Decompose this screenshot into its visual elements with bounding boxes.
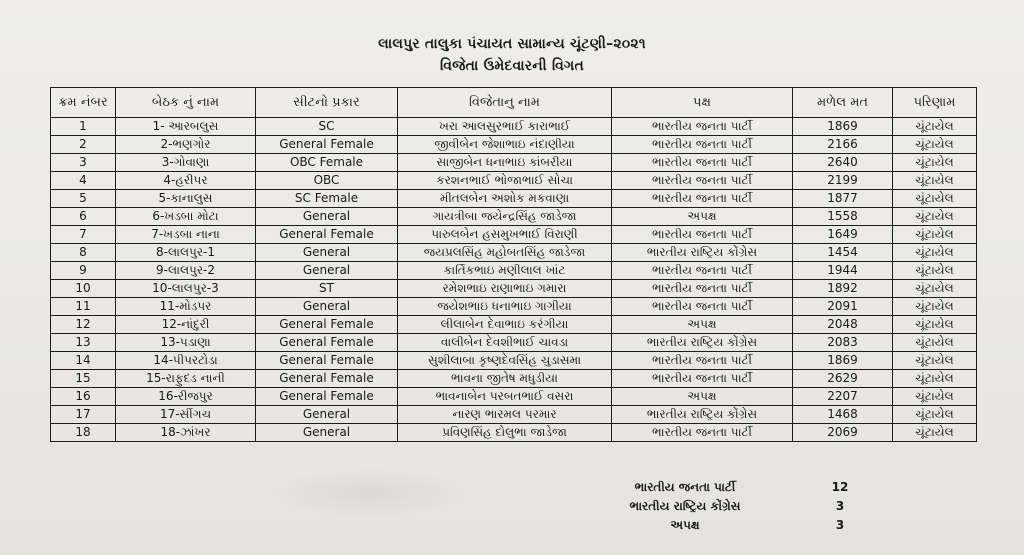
table-row	[51, 136, 977, 154]
cell-party: ભારતીય જનતા પાર્ટી	[612, 226, 793, 244]
cell-result: ચૂંટાયેલ	[893, 190, 977, 208]
cell-party: ભારતીય જનતા પાર્ટી	[612, 172, 793, 190]
results-table	[50, 87, 977, 442]
cell-winner-name: રમેશભાઇ રાણાભાઇ ગમારા	[398, 280, 612, 298]
cell-serial: 18	[51, 424, 116, 442]
page-subtitle: વિજેતા ઉમેદવારની વિગત	[440, 58, 584, 74]
cell-seat-name: 2-ભણગોર	[116, 136, 256, 154]
cell-result: ચૂંટાયેલ	[893, 208, 977, 226]
cell-votes: 1454	[793, 244, 893, 262]
cell-seat-type: SC Female	[256, 190, 398, 208]
cell-serial: 1	[51, 118, 116, 136]
cell-votes: 2207	[793, 388, 893, 406]
cell-winner-name: ભાવનાબેન પરબતભાઈ વસરા	[398, 388, 612, 406]
cell-result: ચૂંટાયેલ	[893, 424, 977, 442]
cell-seat-name: 10-લાલપુર-3	[116, 280, 256, 298]
party-summary	[560, 478, 880, 535]
cell-serial: 15	[51, 370, 116, 388]
page-title: લાલપુર તાલુકા પંચાયત સામાન્ય ચૂંટણી–૨૦૨૧	[378, 36, 646, 52]
cell-result: ચૂંટાયેલ	[893, 118, 977, 136]
cell-votes: 1468	[793, 406, 893, 424]
cell-result: ચૂંટાયેલ	[893, 136, 977, 154]
cell-seat-type: General	[256, 208, 398, 226]
table-row	[51, 190, 977, 208]
summary-row-independent	[560, 516, 880, 535]
cell-result: ચૂંટાયેલ	[893, 406, 977, 424]
cell-seat-type: General Female	[256, 334, 398, 352]
table-header-row	[51, 88, 977, 118]
cell-serial: 12	[51, 316, 116, 334]
cell-seat-type: General Female	[256, 352, 398, 370]
cell-votes: 2048	[793, 316, 893, 334]
table-row	[51, 172, 977, 190]
cell-winner-name: કાર્તિકભાઇ મણીલાલ ખાંટ	[398, 262, 612, 280]
cell-result: ચૂંટાયેલ	[893, 316, 977, 334]
column-header-serial: ક્રમ નંબર	[51, 88, 116, 118]
cell-serial: 9	[51, 262, 116, 280]
cell-result: ચૂંટાયેલ	[893, 298, 977, 316]
cell-winner-name: સુશીલાબા કૃષ્ણદેવસિંહ ચુડાસમા	[398, 352, 612, 370]
cell-party: ભારતીય જનતા પાર્ટી	[612, 424, 793, 442]
cell-winner-name: જયપ્રલસિંહ મહોબતસિંહ જાડેજા	[398, 244, 612, 262]
cell-party: ભારતીય જનતા પાર્ટી	[612, 262, 793, 280]
cell-seat-name: 14-પીપરટોડા	[116, 352, 256, 370]
table-row	[51, 352, 977, 370]
summary-party: અપક્ષ	[670, 518, 700, 532]
table-row	[51, 334, 977, 352]
cell-seat-type: ST	[256, 280, 398, 298]
cell-party: ભારતીય જનતા પાર્ટી	[612, 154, 793, 172]
summary-row-bjp	[560, 478, 880, 497]
cell-party: ભારતીય રાષ્ટ્રિય કોંગ્રેસ	[612, 406, 793, 424]
summary-party: ભારતીય રાષ્ટ્રિય કોંગ્રેસ	[629, 499, 741, 513]
cell-serial: 2	[51, 136, 116, 154]
cell-winner-name: ખરા આલસુરભાઈ કારાભાઈ	[398, 118, 612, 136]
cell-winner-name: વાલીબેન દેવશીભાઈ ચાવડા	[398, 334, 612, 352]
cell-seat-type: General	[256, 244, 398, 262]
cell-seat-type: OBC Female	[256, 154, 398, 172]
cell-serial: 6	[51, 208, 116, 226]
cell-result: ચૂંટાયેલ	[893, 370, 977, 388]
cell-seat-type: SC	[256, 118, 398, 136]
cell-serial: 16	[51, 388, 116, 406]
cell-serial: 8	[51, 244, 116, 262]
table-row	[51, 370, 977, 388]
cell-votes: 1869	[793, 118, 893, 136]
cell-seat-name: 15-રાફુદડ નાની	[116, 370, 256, 388]
cell-winner-name: કરશનભાઈ ભોજાભાઈ સોચા	[398, 172, 612, 190]
cell-party: ભારતીય રાષ્ટ્રિય કોંગ્રેસ	[612, 334, 793, 352]
cell-seat-name: 3-ગોવાણા	[116, 154, 256, 172]
cell-seat-type: General Female	[256, 136, 398, 154]
cell-seat-type: General	[256, 424, 398, 442]
cell-votes: 2199	[793, 172, 893, 190]
cell-seat-name: 11-મોડપર	[116, 298, 256, 316]
cell-seat-name: 18-ઝાંખર	[116, 424, 256, 442]
cell-seat-name: 17-સીંગચ	[116, 406, 256, 424]
cell-votes: 1558	[793, 208, 893, 226]
cell-votes: 2166	[793, 136, 893, 154]
cell-result: ચૂંટાયેલ	[893, 154, 977, 172]
cell-votes: 1944	[793, 262, 893, 280]
cell-winner-name: ભાવના જીતેષ મધુડીયા	[398, 370, 612, 388]
cell-seat-name: 4-હરીપર	[116, 172, 256, 190]
cell-seat-type: General	[256, 298, 398, 316]
cell-votes: 2091	[793, 298, 893, 316]
summary-count: 3	[835, 499, 845, 513]
cell-result: ચૂંટાયેલ	[893, 334, 977, 352]
table-row	[51, 316, 977, 334]
cell-winner-name: લીલાબેન દેવાભાઇ કરંગીયા	[398, 316, 612, 334]
cell-serial: 17	[51, 406, 116, 424]
cell-seat-name: 7-ખડબા નાના	[116, 226, 256, 244]
cell-votes: 1892	[793, 280, 893, 298]
cell-seat-type: General	[256, 406, 398, 424]
cell-serial: 10	[51, 280, 116, 298]
cell-votes: 1649	[793, 226, 893, 244]
cell-seat-type: General Female	[256, 226, 398, 244]
cell-seat-name: 6-ખડબા મોટા	[116, 208, 256, 226]
cell-winner-name: જયેશભાઇ ધનાભાઇ ગાગીયા	[398, 298, 612, 316]
cell-winner-name: નારણ ભારમલ પરમાર	[398, 406, 612, 424]
cell-party: ભારતીય જનતા પાર્ટી	[612, 352, 793, 370]
cell-winner-name: પારુલબેન હસમુખભાઈ વિરાણી	[398, 226, 612, 244]
cell-serial: 3	[51, 154, 116, 172]
scan-smudge	[270, 468, 470, 518]
cell-result: ચૂંટાયેલ	[893, 172, 977, 190]
cell-winner-name: સાજીબેન ધનાભાઇ કાંબરીયા	[398, 154, 612, 172]
cell-serial: 13	[51, 334, 116, 352]
cell-seat-type: OBC	[256, 172, 398, 190]
cell-serial: 5	[51, 190, 116, 208]
table-row	[51, 280, 977, 298]
cell-seat-name: 1- આરબલુસ	[116, 118, 256, 136]
cell-serial: 7	[51, 226, 116, 244]
cell-votes: 1869	[793, 352, 893, 370]
cell-winner-name: પ્રવિણસિંહ દોલુભા જાડેજા	[398, 424, 612, 442]
column-header-party: પક્ષ	[612, 88, 793, 118]
cell-seat-type: General Female	[256, 316, 398, 334]
cell-result: ચૂંટાયેલ	[893, 262, 977, 280]
column-header-winner: વિજેતાનુ નામ	[398, 88, 612, 118]
cell-seat-name: 8-લાલપુર-1	[116, 244, 256, 262]
cell-votes: 2083	[793, 334, 893, 352]
column-header-votes: મળેલ મત	[793, 88, 893, 118]
cell-seat-type: General Female	[256, 370, 398, 388]
cell-seat-name: 12-નાંદુરી	[116, 316, 256, 334]
table-row	[51, 262, 977, 280]
summary-row-inc	[560, 497, 880, 516]
cell-seat-type: General	[256, 262, 398, 280]
cell-party: ભારતીય જનતા પાર્ટી	[612, 136, 793, 154]
column-header-result: પરિણામ	[893, 88, 977, 118]
table-row	[51, 424, 977, 442]
cell-party: ભારતીય જનતા પાર્ટી	[612, 280, 793, 298]
cell-party: ભારતીય જનતા પાર્ટી	[612, 298, 793, 316]
cell-party: ભારતીય રાષ્ટ્રિય કોંગ્રેસ	[612, 244, 793, 262]
cell-result: ચૂંટાયેલ	[893, 388, 977, 406]
table-row	[51, 388, 977, 406]
column-header-seat: બેઠક નું નામ	[116, 88, 256, 118]
cell-serial: 14	[51, 352, 116, 370]
cell-votes: 2629	[793, 370, 893, 388]
table-row	[51, 226, 977, 244]
cell-party: અપક્ષ	[612, 388, 793, 406]
table-row	[51, 154, 977, 172]
table-row	[51, 118, 977, 136]
table-row	[51, 208, 977, 226]
cell-votes: 2069	[793, 424, 893, 442]
cell-result: ચૂંટાયેલ	[893, 352, 977, 370]
cell-seat-name: 13-પડાણા	[116, 334, 256, 352]
cell-result: ચૂંટાયેલ	[893, 244, 977, 262]
column-header-seat-type: સીટનો પ્રકાર	[256, 88, 398, 118]
cell-winner-name: જીવીબેન જેશાભાઇ નંદાણીયા	[398, 136, 612, 154]
cell-winner-name: ગાયત્રીબા જયેન્દ્રસિંહ જાડેજા	[398, 208, 612, 226]
cell-seat-type: General Female	[256, 388, 398, 406]
cell-winner-name: મીતલબેન અશોક મકવાણા	[398, 190, 612, 208]
cell-party: ભારતીય જનતા પાર્ટી	[612, 370, 793, 388]
cell-votes: 1877	[793, 190, 893, 208]
cell-result: ચૂંટાયેલ	[893, 226, 977, 244]
cell-serial: 11	[51, 298, 116, 316]
cell-party: અપક્ષ	[612, 316, 793, 334]
table-row	[51, 406, 977, 424]
cell-votes: 2640	[793, 154, 893, 172]
cell-seat-name: 5-કાનાલુસ	[116, 190, 256, 208]
cell-result: ચૂંટાયેલ	[893, 280, 977, 298]
cell-party: અપક્ષ	[612, 208, 793, 226]
cell-party: ભારતીય જનતા પાર્ટી	[612, 118, 793, 136]
table-row	[51, 244, 977, 262]
summary-count: 12	[831, 480, 849, 494]
cell-serial: 4	[51, 172, 116, 190]
summary-party: ભારતીય જનતા પાર્ટી	[634, 480, 736, 494]
cell-seat-name: 9-લાલપુર-2	[116, 262, 256, 280]
summary-count: 3	[835, 518, 845, 532]
table-row	[51, 298, 977, 316]
cell-seat-name: 16-રીજપુર	[116, 388, 256, 406]
cell-party: ભારતીય જનતા પાર્ટી	[612, 190, 793, 208]
